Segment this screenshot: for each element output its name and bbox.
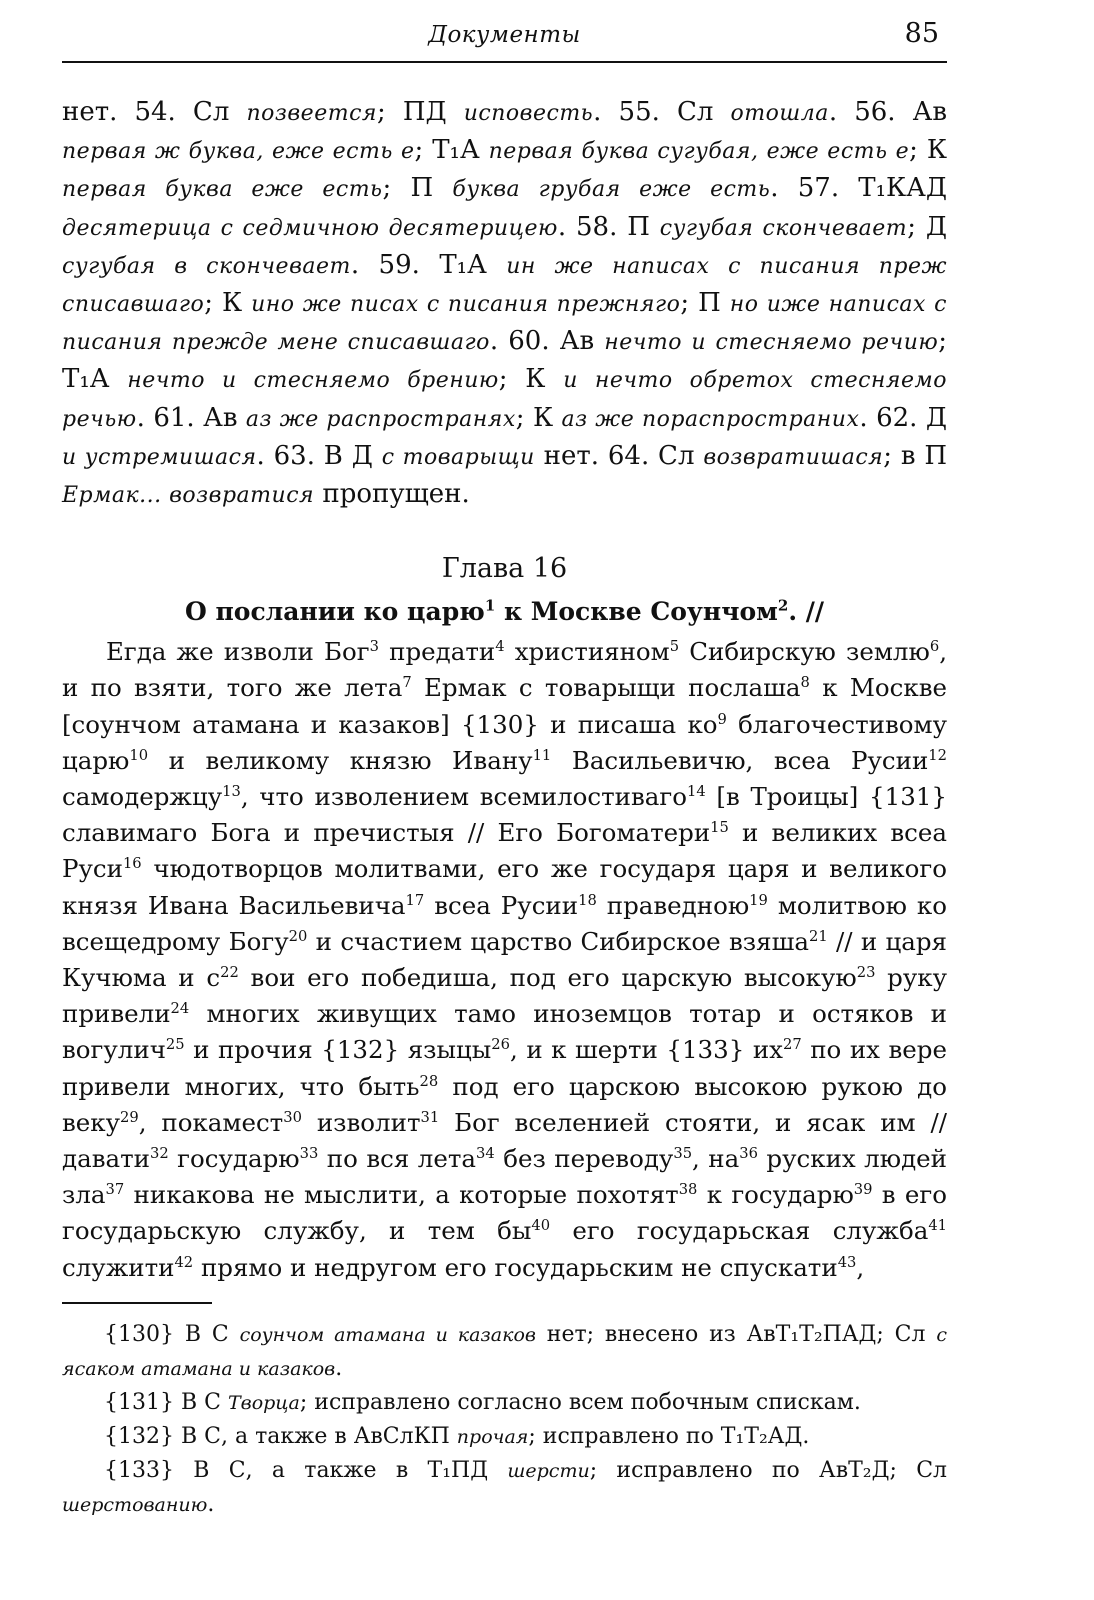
text-run: нет. 54. Сл <box>62 97 247 127</box>
variant-reading: сугубая скончевает <box>659 215 908 241</box>
text-run: изволит <box>301 1107 421 1137</box>
note-ref: 4 <box>495 638 505 656</box>
text-run: . 63. В Д <box>256 440 382 471</box>
text-run: вои его победиша, под его царскую высокую <box>238 963 857 993</box>
text-run: и великих всеа Руси <box>62 818 947 884</box>
text-run: и прочия {132} языцы <box>184 1035 492 1065</box>
note-ref: 39 <box>853 1181 873 1199</box>
note-ref: 28 <box>419 1072 439 1090</box>
text-run: , на <box>692 1144 740 1174</box>
text-run: , покамест <box>138 1107 284 1137</box>
text-run: ; П <box>382 173 453 204</box>
text-run: чюдотворцов молитвами, его же государя царя и великого князя Ивана Васильевича <box>62 854 947 920</box>
note-ref: 5 <box>669 638 680 656</box>
note-ref: 6 <box>929 638 940 656</box>
text-run: ; исправлено согласно всем побочным спискам. <box>299 1389 861 1415</box>
text-run: ; Т₁А <box>414 135 489 166</box>
text-run: и счастием царство Сибирское взяша <box>307 926 809 956</box>
variant-reading: соунчом атамана и казаков <box>239 1323 536 1346</box>
text-run: ; Д <box>907 211 947 242</box>
variant-reading: Ермак... возвратися <box>62 483 315 509</box>
variant-reading: исповесть <box>463 101 594 126</box>
variant-reading: с ясаком атамана и казаков <box>62 1323 947 1380</box>
note-ref: 3 <box>369 638 379 656</box>
text-run: // и царя Кучюма и с <box>62 926 948 993</box>
note-ref: 23 <box>856 963 876 981</box>
text-run: без переводу <box>494 1144 674 1174</box>
text-run: {130} В С <box>104 1321 240 1347</box>
text-run: ; исправлено по АвТ₂Д; Сл <box>589 1457 947 1483</box>
text-run: {131} В С <box>104 1389 228 1415</box>
note-ref: 42 <box>174 1253 194 1271</box>
text-run: никакова не мыслити, а которые похотят <box>124 1180 679 1210</box>
text-run: служити <box>62 1252 175 1282</box>
note-ref: 1 <box>484 596 496 615</box>
text-run: по их вере привели многих, что быть <box>62 1035 947 1101</box>
note-ref: 38 <box>678 1181 698 1199</box>
note-ref: 15 <box>710 819 729 837</box>
text-run: християном <box>504 637 670 667</box>
text-run: Егда же изволи Бог <box>106 637 370 667</box>
variant-reading: возвратишася <box>703 444 884 470</box>
note-ref: 34 <box>476 1144 495 1162</box>
text-run: . // <box>788 597 824 627</box>
note-ref: 8 <box>800 674 810 692</box>
footnote-130 <box>62 1318 947 1386</box>
note-ref: 18 <box>578 891 597 909</box>
text-run: молитвою ко всещедрому Богу <box>62 890 947 956</box>
variant-reading: Творца <box>227 1391 300 1414</box>
text-run: по вся лета <box>318 1144 477 1174</box>
footnote-rule <box>62 1302 212 1304</box>
text-run: . 57. Т₁КАД <box>770 173 948 204</box>
note-ref: 36 <box>739 1144 758 1162</box>
variant-reading: ин же написах с писания преж списавшаго <box>62 253 947 318</box>
text-run: {132} В С, а также в АвСлКП <box>104 1423 457 1449</box>
text-run: ; ПД <box>376 97 464 127</box>
text-run: к государю <box>697 1180 854 1210</box>
text-run: нет. 64. Сл <box>534 440 704 471</box>
text-run: ; П <box>680 288 730 319</box>
text-run: . <box>335 1355 343 1381</box>
variant-reading: но иже написах с писания прежде мене списавшаго <box>62 292 947 356</box>
text-run: . <box>207 1491 215 1517</box>
textual-variants <box>62 94 947 514</box>
variant-reading: с товарыщи <box>381 444 535 470</box>
variant-reading: первая буква еже есть <box>62 177 383 203</box>
variant-reading: нечто и стесняемо брению <box>127 368 499 394</box>
note-ref: 26 <box>491 1036 510 1054</box>
text-run: ; К <box>204 288 252 319</box>
note-ref: 43 <box>837 1253 857 1271</box>
text-run: О послании ко царю <box>185 597 485 627</box>
text-run: его государьская служба <box>550 1216 929 1246</box>
text-run: Васильевичю, всеа Русии <box>551 745 929 775</box>
variant-reading: и нечто обретох стесняемо речью <box>62 368 947 432</box>
text-run: . 56. Ав <box>828 97 947 127</box>
text-run: к Москве Соунчом <box>495 597 778 627</box>
note-ref: 20 <box>288 927 308 945</box>
text-run: , что изволением всемилостиваго <box>240 782 688 812</box>
text-run: Ермак с товарыщи послаша <box>411 673 801 703</box>
text-run: Бог вселенией стояти, и ясак им // давати <box>62 1107 947 1174</box>
text-run: . 62. Д <box>859 402 947 433</box>
main-text <box>62 634 947 1286</box>
note-ref: 7 <box>402 674 412 692</box>
variant-reading: первая буква сугубая, еже есть е <box>488 139 910 165</box>
text-run: ; в П <box>883 440 947 471</box>
note-ref: 9 <box>717 710 727 728</box>
text-run: . 60. Ав <box>489 326 605 357</box>
text-run: к Москве [соунчом атамана и казаков] {130} и писаша ко <box>62 673 947 739</box>
text-run: благочестивому царю <box>62 709 947 775</box>
text-run: ; К <box>515 402 562 433</box>
text-run: ; К <box>909 135 947 166</box>
note-ref: 41 <box>928 1217 948 1235</box>
text-run: . 59. Т₁А <box>350 249 507 280</box>
note-ref: 32 <box>149 1144 169 1162</box>
text-run: ; Т₁А <box>62 326 947 395</box>
text-run: {133} В С, а также в Т₁ПД <box>104 1457 508 1483</box>
note-ref: 13 <box>222 782 241 800</box>
note-ref: 14 <box>687 782 706 800</box>
text-run: руку привели <box>62 963 947 1029</box>
footnote-131 <box>62 1386 947 1420</box>
text-run: всеа Русии <box>424 890 579 920</box>
page <box>62 14 947 1574</box>
note-ref: 19 <box>749 891 768 909</box>
note-ref: 31 <box>420 1108 440 1126</box>
note-ref: 37 <box>105 1181 125 1199</box>
note-ref: 21 <box>808 927 828 945</box>
running-title: Документы <box>428 22 581 48</box>
running-header <box>62 14 947 64</box>
text-run: , и к шерти {133} их <box>510 1035 783 1065</box>
text-run: . 55. Сл <box>593 97 731 127</box>
note-ref: 27 <box>783 1036 802 1054</box>
note-ref: 16 <box>122 855 142 873</box>
variant-reading: аз же пораспространих <box>561 406 860 432</box>
variant-reading: первая ж буква, еже есть е <box>62 139 415 165</box>
variant-reading: нечто и стесняемо речию <box>604 330 939 356</box>
variant-reading: шерстованию <box>62 1493 208 1516</box>
variant-reading: прочая <box>456 1425 529 1448</box>
text-run: . 58. П <box>557 211 660 242</box>
text-run: государю <box>168 1144 300 1174</box>
page-number: 85 <box>904 18 939 49</box>
note-ref: 30 <box>283 1108 302 1126</box>
chapter-label: Глава 16 <box>441 553 568 585</box>
variant-reading: и устремишася <box>62 444 257 470</box>
note-ref: 33 <box>299 1144 319 1162</box>
note-ref: 11 <box>532 746 552 764</box>
note-ref: 24 <box>170 1000 190 1018</box>
text-run: праведною <box>596 890 750 920</box>
main-paragraph <box>62 634 947 1286</box>
variant-reading: сугубая в скончевает <box>62 253 351 279</box>
variant-reading: шерсти <box>507 1459 590 1482</box>
text-run: самодержцу <box>62 782 223 812</box>
note-ref: 29 <box>120 1108 139 1126</box>
text-run: Сибирскую землю <box>679 637 930 667</box>
text-run: прямо и недругом его государьским не спускати <box>193 1252 838 1282</box>
variant-reading: буква грубая еже есть <box>452 177 771 203</box>
footnote-132 <box>62 1420 947 1454</box>
text-run: [в Троицы] {131} славимаго Бога и пречистыя // Его Богоматери <box>62 782 947 848</box>
text-run: в его государьскую службу, и тем бы <box>62 1180 947 1246</box>
text-run: и великому князю Ивану <box>148 745 533 775</box>
note-ref: 17 <box>405 891 425 909</box>
note-ref: 40 <box>531 1217 551 1235</box>
footnote-133 <box>62 1454 947 1522</box>
note-ref: 35 <box>673 1144 693 1162</box>
header-rule <box>62 61 947 63</box>
note-ref: 22 <box>220 963 239 981</box>
text-run: предати <box>378 637 496 667</box>
variant-reading: отошла <box>730 101 829 126</box>
chapter-heading <box>62 594 947 630</box>
text-run: нет; внесено из АвТ₁Т₂ПАД; Сл <box>535 1321 937 1347</box>
variant-reading: десятерица с седмичною десятерицею <box>62 215 558 241</box>
text-run: . 61. Ав <box>136 402 246 433</box>
variant-reading: позвеется <box>246 101 377 126</box>
text-run: многих живущих тамо иноземцов тотар и остяков и вогулич <box>62 999 947 1065</box>
text-run: под его царскою высокою рукою до веку <box>62 1071 947 1137</box>
note-ref: 2 <box>777 596 789 615</box>
variant-reading: аз же распространях <box>245 406 516 432</box>
note-ref: 12 <box>928 746 947 764</box>
note-ref: 25 <box>165 1036 185 1054</box>
text-run: ; исправлено по Т₁Т₂АД. <box>528 1423 810 1449</box>
text-run: пропущен. <box>314 479 470 510</box>
text-run: ; К <box>498 364 564 395</box>
variant-reading: ино же писах с писания прежняго <box>251 292 681 318</box>
text-run: руских людей зла <box>62 1144 947 1210</box>
note-ref: 10 <box>129 746 149 764</box>
text-run: , <box>856 1252 865 1282</box>
footnotes <box>62 1318 947 1522</box>
text-run: , и по взяти, того же лета <box>62 637 947 703</box>
